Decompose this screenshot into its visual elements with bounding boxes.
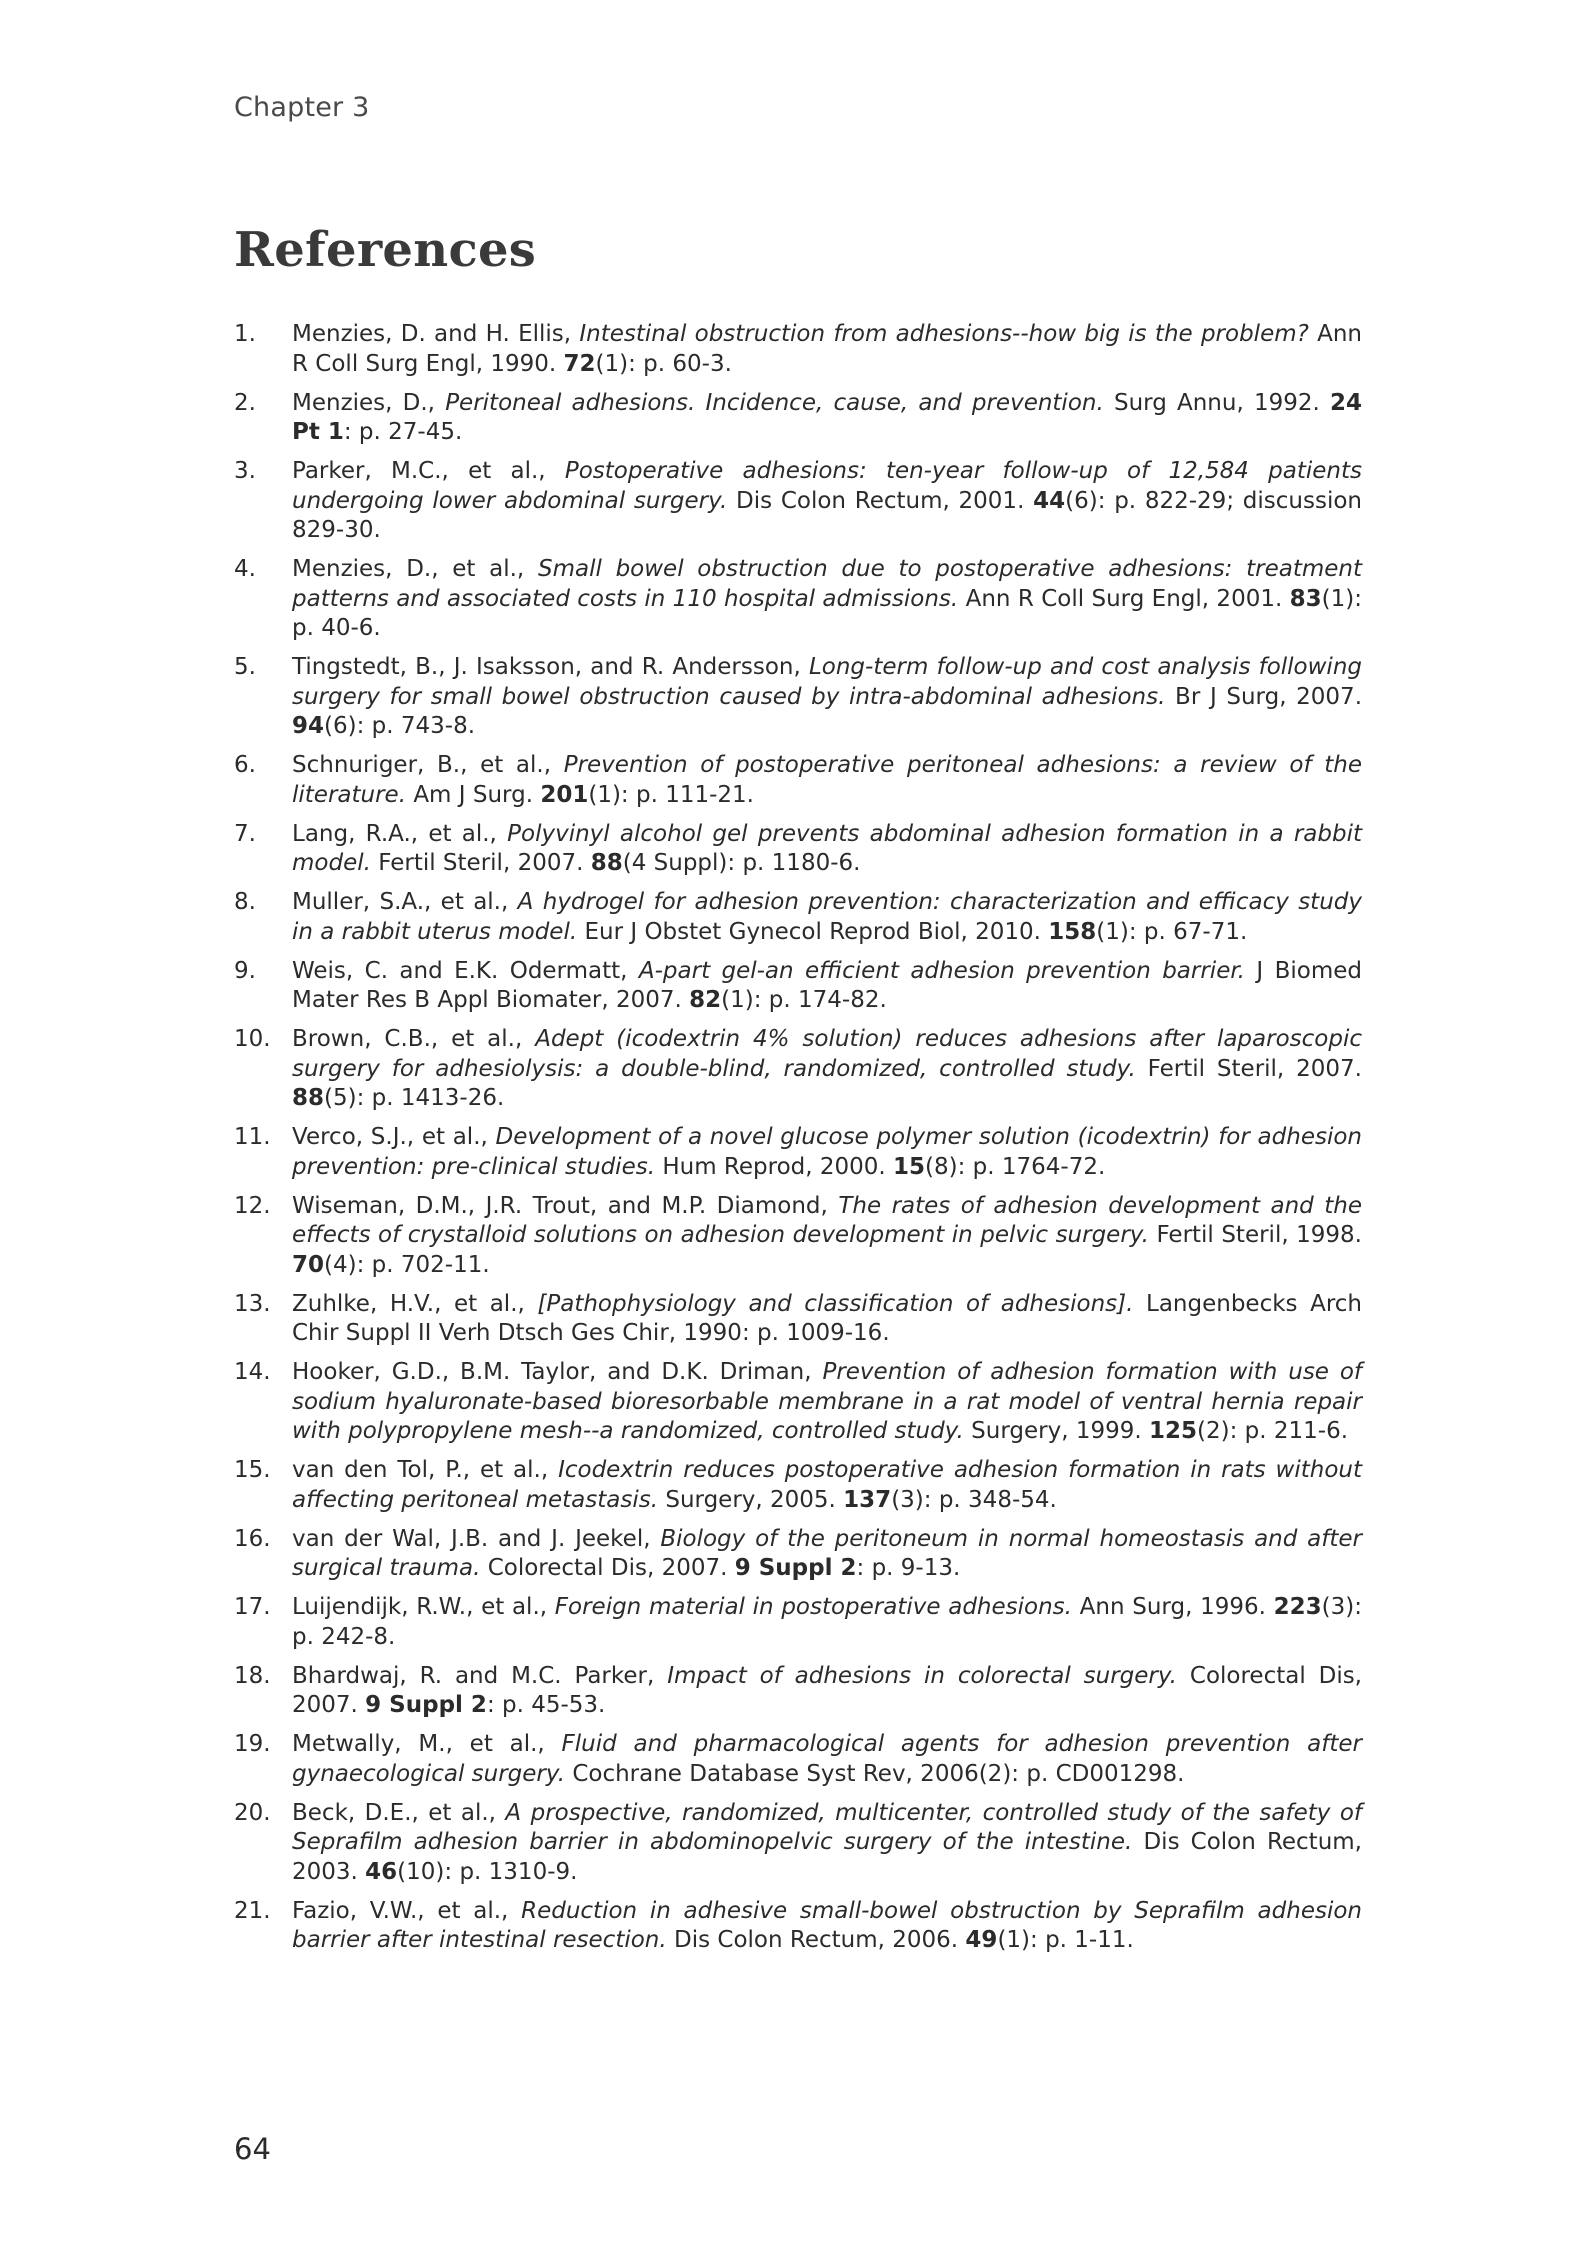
reference-item: [234, 1662, 1362, 1721]
reference-authors: Menzies, D. and H. Ellis,: [292, 321, 580, 347]
running-header: Chapter 3: [234, 92, 370, 123]
reference-text: [292, 751, 1362, 810]
reference-authors: Wiseman, D.M., J.R. Trout, and M.P. Diamond,: [292, 1192, 839, 1219]
reference-pages: (3): p. 348-54.: [891, 1486, 1057, 1513]
reference-number: 12.: [234, 1192, 271, 1219]
reference-volume: 125: [1149, 1418, 1198, 1444]
reference-text: [292, 820, 1362, 879]
reference-number: 14.: [234, 1359, 271, 1385]
reference-authors: Luijendijk, R.W., et al.,: [292, 1594, 555, 1620]
reference-item: [234, 389, 1362, 448]
reference-volume: 82: [689, 987, 722, 1013]
reference-item: [234, 1799, 1362, 1888]
reference-title: Prevention of adhesion formation with use of sodium hyaluronate-based bioresorbable membrane in a rat model of ventral hernia repair with polypropylene mesh--a randomized, controlled study.: [292, 1359, 1362, 1444]
reference-pages: : p. 45-53.: [486, 1692, 606, 1718]
reference-text: [292, 957, 1362, 1016]
reference-text: [292, 1525, 1362, 1584]
reference-item: [234, 1730, 1362, 1789]
reference-text: [292, 1799, 1362, 1888]
reference-item: [234, 820, 1362, 879]
reference-title: Impact of adhesions in colorectal surgery.: [667, 1662, 1177, 1689]
reference-authors: Schnuriger, B., et al.,: [292, 752, 564, 778]
reference-source: Ann Surg, 1996.: [1071, 1594, 1274, 1620]
reference-source: Dis Colon Rectum, 2006.: [666, 1927, 966, 1953]
reference-number: 1.: [234, 321, 256, 347]
reference-source: Hum Reprod, 2000.: [655, 1153, 894, 1180]
reference-text: [292, 1358, 1362, 1447]
reference-authors: Weis, C. and E.K. Odermatt,: [292, 957, 639, 984]
reference-authors: Muller, S.A., et al.,: [292, 889, 518, 915]
reference-source: Am J Surg.: [406, 781, 541, 808]
reference-text: [292, 888, 1362, 947]
reference-item: [234, 751, 1362, 810]
reference-title: Long-term follow-up and cost analysis following surgery for small bowel obstruction caused by intra-abdominal adhesions.: [292, 654, 1363, 710]
reference-pages: (2): p. 211-6.: [1197, 1418, 1349, 1444]
reference-volume: 46: [365, 1858, 398, 1885]
reference-number: 16.: [234, 1525, 271, 1552]
reference-number: 8.: [234, 889, 256, 915]
reference-source: Surg Annu, 1992.: [1103, 389, 1330, 416]
reference-item: [234, 1525, 1362, 1584]
reference-source: Langenbecks Arch Chir Suppl II Verh Dtsch Ges Chir, 1990: p. 1009-16.: [292, 1290, 1362, 1346]
reference-authors: Menzies, D.,: [292, 389, 446, 416]
reference-authors: Bhardwaj, R. and M.C. Parker,: [292, 1662, 668, 1689]
reference-pages: (10): p. 1310-9.: [397, 1858, 578, 1885]
reference-number: 7.: [234, 820, 256, 847]
reference-item: [234, 1025, 1362, 1114]
reference-volume: 72: [563, 350, 596, 377]
reference-number: 13.: [234, 1290, 271, 1317]
reference-number: 3.: [234, 458, 256, 484]
reference-item: [234, 320, 1362, 379]
reference-item: [234, 1593, 1362, 1652]
reference-number: 2.: [234, 389, 256, 416]
reference-number: 5.: [234, 654, 256, 680]
reference-authors: Tingstedt, B., J. Isaksson, and R. Andersson,: [292, 654, 809, 680]
reference-volume: 9 Suppl 2: [734, 1555, 857, 1581]
reference-authors: Lang, R.A., et al.,: [292, 820, 508, 847]
reference-source: Colorectal Dis, 2007.: [292, 1662, 1362, 1718]
reference-volume: 94: [292, 713, 325, 739]
reference-pages: (1): p. 40-6.: [292, 585, 1363, 641]
reference-pages: (6): p. 743-8.: [324, 713, 476, 739]
reference-volume: 83: [1289, 585, 1322, 612]
reference-source: Fertil Steril, 2007.: [370, 850, 591, 876]
reference-volume: 137: [843, 1486, 892, 1513]
reference-authors: Menzies, D., et al.,: [292, 556, 538, 582]
reference-title: Adept (icodextrin 4% solution) reduces adhesions after laparoscopic surgery for adhesiolysis: a double-blind, randomized, controlled study.: [292, 1026, 1362, 1082]
reference-number: 10.: [234, 1026, 271, 1052]
reference-source: Fertil Steril, 1998.: [1148, 1222, 1362, 1248]
reference-list: [234, 320, 1362, 1965]
reference-item: [234, 1290, 1362, 1349]
reference-text: [292, 1456, 1362, 1515]
reference-pages: (4 Suppl): p. 1180-6.: [622, 850, 861, 876]
reference-volume: 88: [292, 1085, 325, 1111]
reference-title: Postoperative adhesions: ten-year follow-up of 12,584 patients undergoing lower abdominal surgery.: [292, 458, 1362, 514]
reference-volume: 15: [893, 1153, 926, 1180]
reference-text: [292, 1593, 1362, 1652]
reference-title: Peritoneal adhesions. Incidence, cause, and prevention.: [445, 389, 1104, 416]
reference-source: J Biomed Mater Res B Appl Biomater, 2007.: [292, 957, 1362, 1013]
reference-text: [292, 1192, 1362, 1281]
reference-number: 19.: [234, 1731, 271, 1757]
reference-item: [234, 457, 1362, 546]
reference-pages: : p. 9-13.: [856, 1555, 961, 1581]
reference-title: A-part gel-an efficient adhesion prevention barrier.: [638, 957, 1245, 984]
reference-volume: 88: [590, 850, 623, 876]
reference-title: Fluid and pharmacological agents for adhesion prevention after gynaecological surgery.: [292, 1731, 1362, 1787]
reference-volume: 44: [1033, 487, 1066, 514]
reference-authors: Metwally, M., et al.,: [292, 1731, 562, 1757]
section-title: References: [234, 222, 537, 278]
reference-volume: 158: [1048, 918, 1097, 945]
reference-volume: 223: [1273, 1594, 1322, 1620]
reference-text: [292, 653, 1362, 742]
reference-volume: 9 Suppl 2: [365, 1692, 487, 1718]
reference-volume: 201: [540, 781, 589, 808]
reference-title: Biology of the peritoneum in normal homeostasis and after surgical trauma.: [292, 1525, 1362, 1581]
reference-item: [234, 888, 1362, 947]
reference-pages: (1): p. 111-21.: [588, 781, 754, 808]
reference-volume: 49: [965, 1927, 998, 1953]
reference-pages: (8): p. 1764-72.: [925, 1153, 1106, 1180]
reference-pages: (1): p. 174-82.: [721, 987, 887, 1013]
reference-source: Dis Colon Rectum, 2001.: [727, 487, 1034, 514]
reference-authors: Parker, M.C., et al.,: [292, 458, 565, 484]
reference-source: Fertil Steril, 2007.: [1135, 1055, 1362, 1082]
reference-title: Small bowel obstruction due to postoperative adhesions: treatment patterns and associated costs in 110 hospital admissions.: [292, 556, 1362, 612]
reference-text: [292, 1025, 1362, 1114]
reference-authors: Hooker, G.D., B.M. Taylor, and D.K. Driman,: [292, 1359, 823, 1385]
reference-pages: : p. 27-45.: [343, 419, 463, 445]
reference-title: Intestinal obstruction from adhesions--how big is the problem?: [579, 321, 1309, 347]
reference-item: [234, 1456, 1362, 1515]
reference-source: Cochrane Database Syst Rev, 2006(2): p. CD001298.: [565, 1760, 1185, 1787]
reference-pages: (1): p. 67-71.: [1096, 918, 1248, 945]
reference-source: Dis Colon Rectum, 2003.: [292, 1829, 1362, 1885]
reference-volume: 70: [292, 1251, 325, 1278]
reference-title: A prospective, randomized, multicenter, controlled study of the safety of Seprafilm adhesion barrier in abdominopelvic surgery of the intestine.: [292, 1799, 1362, 1855]
reference-number: 4.: [234, 556, 256, 582]
reference-authors: van den Tol, P., et al.,: [292, 1457, 559, 1483]
reference-title: Development of a novel glucose polymer solution (icodextrin) for adhesion prevention: pre-clinical studies.: [292, 1124, 1362, 1180]
reference-number: 20.: [234, 1799, 271, 1826]
reference-text: [292, 1662, 1362, 1721]
reference-authors: Beck, D.E., et al.,: [292, 1799, 506, 1826]
reference-source: Ann R Coll Surg Engl, 2001.: [958, 585, 1290, 612]
reference-number: 6.: [234, 752, 256, 778]
reference-source: Surgery, 2005.: [658, 1486, 844, 1513]
reference-title: The rates of adhesion development and the effects of crystalloid solutions on adhesion development in pelvic surgery.: [292, 1192, 1362, 1248]
reference-pages: (1): p. 60-3.: [595, 350, 732, 377]
reference-item: [234, 1897, 1362, 1956]
reference-title: Reduction in adhesive small-bowel obstruction by Seprafilm adhesion barrier after intestinal resection.: [292, 1897, 1362, 1953]
reference-item: [234, 555, 1362, 644]
reference-text: [292, 320, 1362, 379]
reference-title: Prevention of postoperative peritoneal adhesions: a review of the literature.: [292, 752, 1362, 808]
reference-text: [292, 1290, 1362, 1349]
reference-title: Polyvinyl alcohol gel prevents abdominal adhesion formation in a rabbit model.: [292, 820, 1362, 876]
reference-text: [292, 389, 1362, 448]
reference-volume: 24 Pt 1: [292, 389, 1362, 445]
reference-pages: (4): p. 702-11.: [324, 1251, 490, 1278]
reference-number: 15.: [234, 1457, 271, 1483]
reference-pages: (1): p. 1-11.: [997, 1927, 1134, 1953]
reference-text: [292, 1897, 1362, 1956]
reference-item: [234, 1358, 1362, 1447]
reference-authors: Verco, S.J., et al.,: [292, 1124, 496, 1150]
reference-text: [292, 1730, 1362, 1789]
reference-authors: Fazio, V.W., et al.,: [292, 1897, 522, 1924]
reference-number: 21.: [234, 1897, 271, 1924]
reference-item: [234, 1123, 1362, 1182]
reference-pages: (6): p. 822-29; discussion 829-30.: [292, 487, 1363, 543]
reference-source: Br J Surg, 2007.: [1165, 683, 1363, 710]
reference-title: A hydrogel for adhesion prevention: characterization and efficacy study in a rabbit uterus model.: [292, 889, 1362, 945]
reference-text: [292, 457, 1362, 546]
reference-authors: van der Wal, J.B. and J. Jeekel,: [292, 1525, 661, 1552]
reference-text: [292, 1123, 1362, 1182]
reference-text: [292, 555, 1362, 644]
page-number: 64: [234, 2132, 271, 2166]
reference-number: 18.: [234, 1662, 271, 1689]
reference-title: Foreign material in postoperative adhesions.: [554, 1594, 1072, 1620]
reference-source: Eur J Obstet Gynecol Reprod Biol, 2010.: [577, 918, 1049, 945]
reference-title: [Pathophysiology and classification of adhesions].: [537, 1290, 1134, 1317]
reference-item: [234, 1192, 1362, 1281]
reference-source: Ann R Coll Surg Engl, 1990.: [292, 321, 1362, 377]
reference-pages: (5): p. 1413-26.: [324, 1085, 505, 1111]
reference-pages: (3): p. 242-8.: [292, 1594, 1362, 1650]
reference-source: Colorectal Dis, 2007.: [480, 1555, 735, 1581]
reference-number: 17.: [234, 1594, 271, 1620]
reference-number: 11.: [234, 1124, 271, 1150]
reference-source: Surgery, 1999.: [963, 1418, 1149, 1444]
reference-number: 9.: [234, 957, 256, 984]
reference-item: [234, 653, 1362, 742]
reference-title: Icodextrin reduces postoperative adhesion formation in rats without affecting peritoneal metastasis.: [292, 1457, 1362, 1513]
reference-authors: Brown, C.B., et al.,: [292, 1026, 536, 1052]
reference-authors: Zuhlke, H.V., et al.,: [292, 1290, 538, 1317]
reference-item: [234, 957, 1362, 1016]
